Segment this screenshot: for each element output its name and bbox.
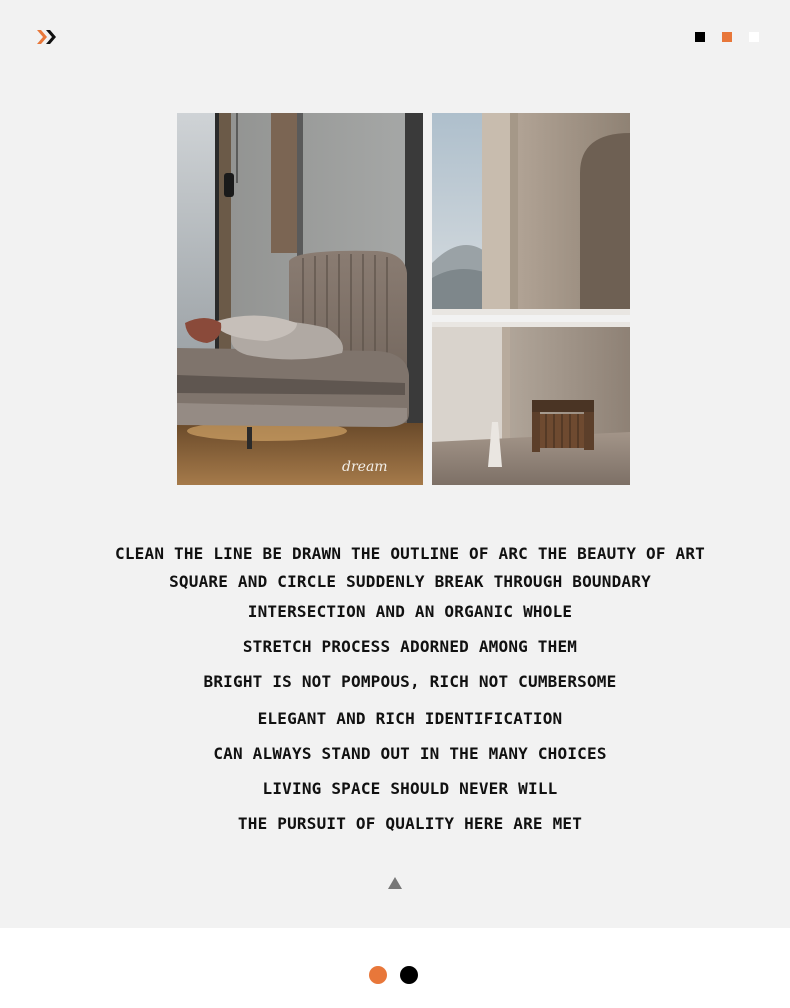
pagination-dots [369,966,418,984]
pagination-dot-black[interactable] [400,966,418,984]
side-table-photo [432,322,630,485]
bedroom-bed-photo [177,113,423,485]
text-line: CAN ALWAYS STAND OUT IN THE MANY CHOICES [213,744,607,763]
pagination-dot-orange[interactable] [369,966,387,984]
indicator-square-white [749,32,759,42]
text-line: THE PURSUIT OF QUALITY HERE ARE MET [237,814,583,833]
indicator-square-orange [722,32,732,42]
text-line: INTERSECTION AND AN ORGANIC WHOLE [247,602,573,621]
triangle-up-icon[interactable] [388,877,402,889]
double-chevron-icon [37,30,59,44]
text-line: SQUARE AND CIRCLE SUDDENLY BREAK THROUGH BOUNDARY [169,572,651,591]
arched-doorway-photo [432,113,630,315]
text-line: LIVING SPACE SHOULD NEVER WILL [262,779,558,798]
text-line: BRIGHT IS NOT POMPOUS, RICH NOT CUMBERSOME [203,672,617,691]
text-line: CLEAN THE LINE BE DRAWN THE OUTLINE OF ARC THE BEAUTY OF ART [115,544,705,563]
svg-text:dream: dream [342,459,388,475]
text-line: ELEGANT AND RICH IDENTIFICATION [257,709,563,728]
indicator-square-black [695,32,705,42]
page-indicator [695,32,759,42]
text-line: STRETCH PROCESS ADORNED AMONG THEM [242,637,578,656]
